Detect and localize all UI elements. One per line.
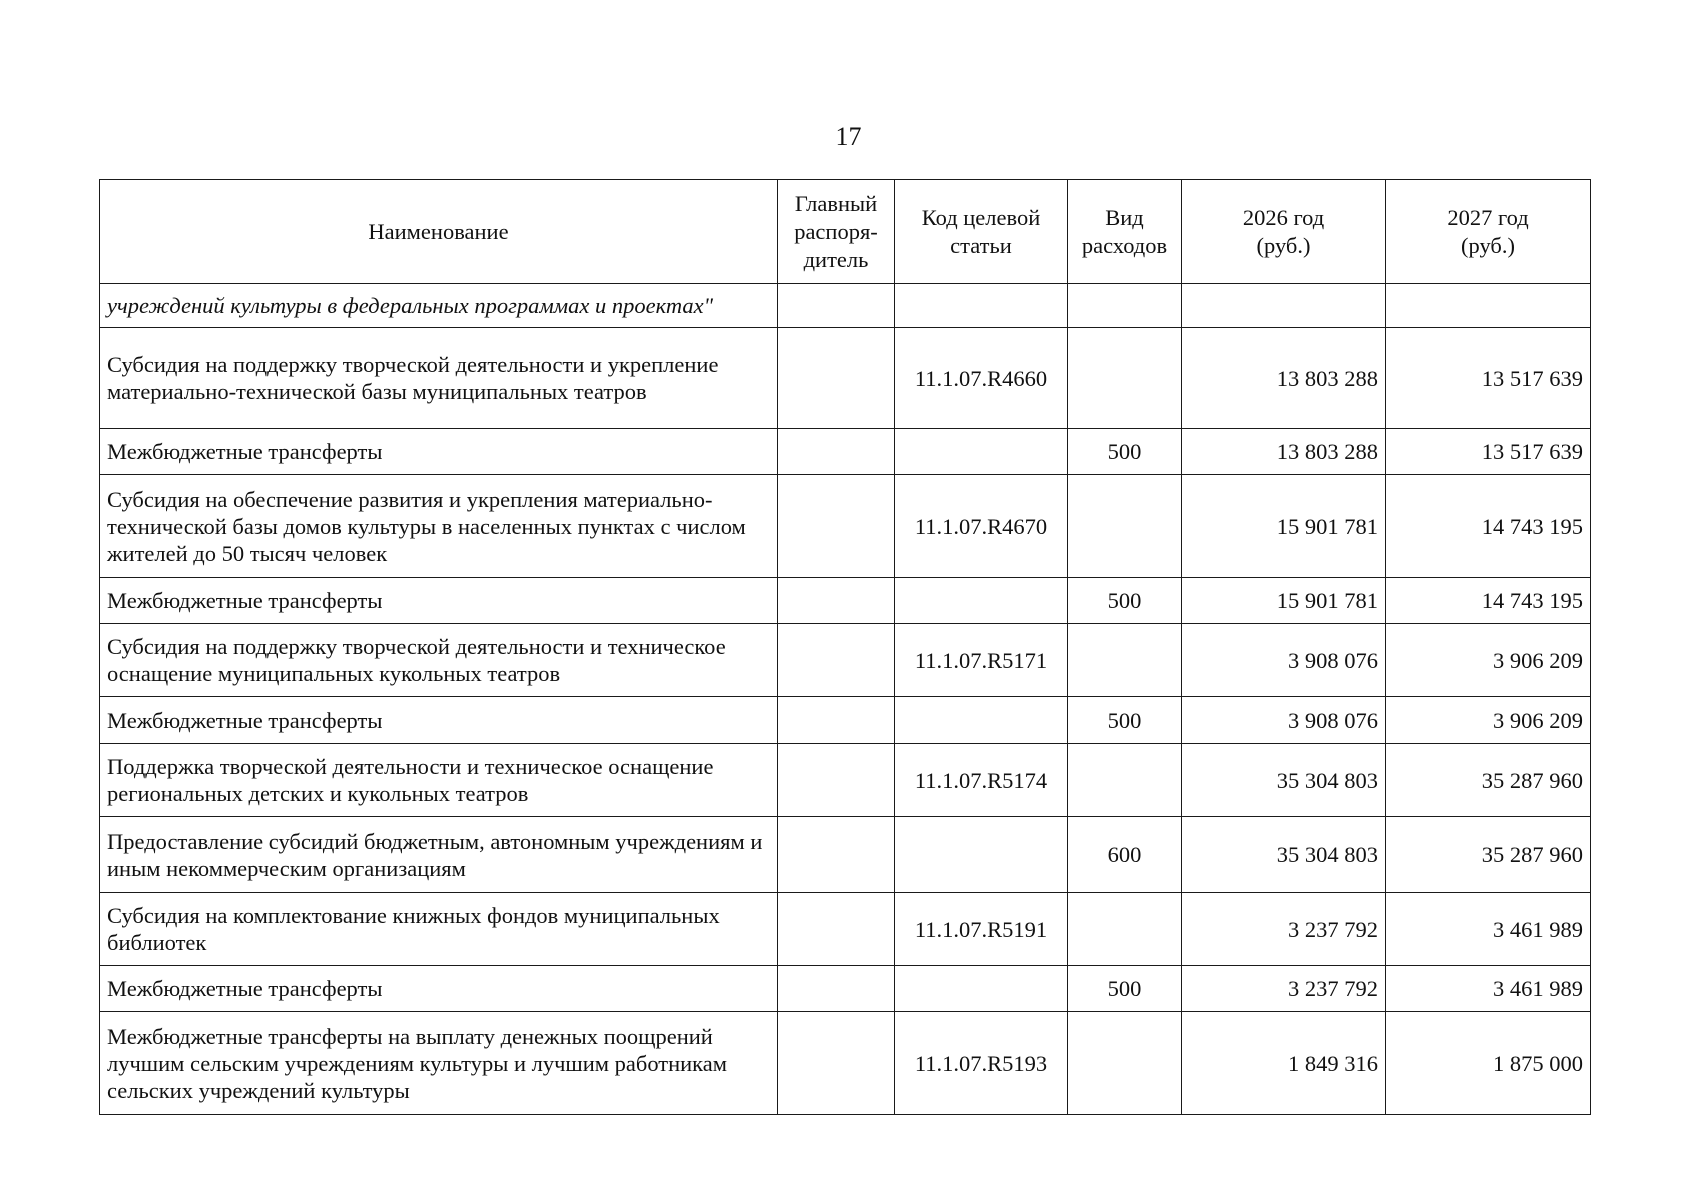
cell-target-code bbox=[895, 966, 1068, 1012]
table-row bbox=[100, 624, 1591, 697]
table-row bbox=[100, 284, 1591, 328]
cell-main-manager bbox=[778, 966, 895, 1012]
cell-name: Межбюджетные трансферты bbox=[100, 966, 778, 1012]
cell-year-2027 bbox=[1386, 284, 1591, 328]
cell-year-2026: 35 304 803 bbox=[1182, 744, 1386, 817]
table-row bbox=[100, 475, 1591, 578]
cell-year-2026: 15 901 781 bbox=[1182, 475, 1386, 578]
cell-main-manager bbox=[778, 429, 895, 475]
cell-name: Предоставление субсидий бюджетным, автономным учреждениям и иным некоммерческим организациям bbox=[100, 817, 778, 893]
cell-year-2027: 1 875 000 bbox=[1386, 1012, 1591, 1115]
cell-target-code bbox=[895, 817, 1068, 893]
cell-year-2027: 14 743 195 bbox=[1386, 578, 1591, 624]
table-row bbox=[100, 966, 1591, 1012]
table-row bbox=[100, 893, 1591, 966]
cell-name: Межбюджетные трансферты bbox=[100, 429, 778, 475]
cell-year-2027: 3 906 209 bbox=[1386, 697, 1591, 744]
cell-main-manager bbox=[778, 328, 895, 429]
table-row bbox=[100, 1012, 1591, 1115]
cell-year-2027: 3 906 209 bbox=[1386, 624, 1591, 697]
cell-year-2026 bbox=[1182, 284, 1386, 328]
cell-name: Субсидия на обеспечение развития и укрепления материально-технической базы домов культуры в населенных пунктах с числом жителей до 50 тысяч человек bbox=[100, 475, 778, 578]
cell-year-2027: 35 287 960 bbox=[1386, 744, 1591, 817]
cell-main-manager bbox=[778, 1012, 895, 1115]
header-main-manager: Главный распоря- дитель bbox=[778, 180, 895, 284]
cell-name: Субсидия на поддержку творческой деятельности и укрепление материально-технической базы муниципальных театров bbox=[100, 328, 778, 429]
cell-expense-type bbox=[1068, 1012, 1182, 1115]
cell-name: Межбюджетные трансферты bbox=[100, 578, 778, 624]
cell-target-code: 11.1.07.R5174 bbox=[895, 744, 1068, 817]
cell-target-code: 11.1.07.R5191 bbox=[895, 893, 1068, 966]
table-row bbox=[100, 744, 1591, 817]
cell-year-2027: 13 517 639 bbox=[1386, 429, 1591, 475]
cell-year-2026: 3 237 792 bbox=[1182, 966, 1386, 1012]
cell-expense-type: 500 bbox=[1068, 697, 1182, 744]
cell-name: Субсидия на поддержку творческой деятельности и техническое оснащение муниципальных кукольных театров bbox=[100, 624, 778, 697]
cell-year-2026: 13 803 288 bbox=[1182, 328, 1386, 429]
cell-year-2026: 35 304 803 bbox=[1182, 817, 1386, 893]
cell-expense-type bbox=[1068, 624, 1182, 697]
cell-expense-type bbox=[1068, 284, 1182, 328]
cell-expense-type bbox=[1068, 744, 1182, 817]
cell-expense-type: 500 bbox=[1068, 578, 1182, 624]
cell-target-code bbox=[895, 578, 1068, 624]
cell-target-code bbox=[895, 284, 1068, 328]
cell-name: Межбюджетные трансферты на выплату денежных поощрений лучшим сельским учреждениям культуры и лучшим работникам сельских учреждений культуры bbox=[100, 1012, 778, 1115]
budget-table bbox=[99, 179, 1591, 1115]
cell-main-manager bbox=[778, 284, 895, 328]
cell-year-2027: 3 461 989 bbox=[1386, 966, 1591, 1012]
cell-target-code bbox=[895, 429, 1068, 475]
cell-name: учреждений культуры в федеральных программах и проектах" bbox=[100, 284, 778, 328]
cell-main-manager bbox=[778, 817, 895, 893]
cell-main-manager bbox=[778, 744, 895, 817]
cell-main-manager bbox=[778, 624, 895, 697]
page-number: 17 bbox=[835, 122, 862, 151]
header-target-code: Код целевой статьи bbox=[895, 180, 1068, 284]
table-row bbox=[100, 328, 1591, 429]
cell-year-2026: 3 908 076 bbox=[1182, 624, 1386, 697]
cell-target-code: 11.1.07.R4670 bbox=[895, 475, 1068, 578]
cell-year-2027: 35 287 960 bbox=[1386, 817, 1591, 893]
cell-year-2027: 13 517 639 bbox=[1386, 328, 1591, 429]
table-row bbox=[100, 429, 1591, 475]
cell-target-code: 11.1.07.R5193 bbox=[895, 1012, 1068, 1115]
cell-year-2026: 13 803 288 bbox=[1182, 429, 1386, 475]
header-year-2026: 2026 год (руб.) bbox=[1182, 180, 1386, 284]
cell-main-manager bbox=[778, 578, 895, 624]
cell-year-2026: 15 901 781 bbox=[1182, 578, 1386, 624]
cell-expense-type bbox=[1068, 893, 1182, 966]
cell-expense-type bbox=[1068, 328, 1182, 429]
table-header-row bbox=[100, 180, 1591, 284]
cell-target-code: 11.1.07.R4660 bbox=[895, 328, 1068, 429]
cell-target-code: 11.1.07.R5171 bbox=[895, 624, 1068, 697]
table-row bbox=[100, 697, 1591, 744]
header-expense-type: Вид расходов bbox=[1068, 180, 1182, 284]
cell-year-2026: 1 849 316 bbox=[1182, 1012, 1386, 1115]
cell-name: Субсидия на комплектование книжных фондов муниципальных библиотек bbox=[100, 893, 778, 966]
cell-expense-type bbox=[1068, 475, 1182, 578]
cell-name: Поддержка творческой деятельности и техническое оснащение региональных детских и кукольных театров bbox=[100, 744, 778, 817]
cell-expense-type: 500 bbox=[1068, 429, 1182, 475]
table-row bbox=[100, 578, 1591, 624]
header-year-2027: 2027 год (руб.) bbox=[1386, 180, 1591, 284]
cell-target-code bbox=[895, 697, 1068, 744]
cell-main-manager bbox=[778, 697, 895, 744]
cell-year-2027: 14 743 195 bbox=[1386, 475, 1591, 578]
table-row bbox=[100, 817, 1591, 893]
cell-year-2026: 3 237 792 bbox=[1182, 893, 1386, 966]
cell-name: Межбюджетные трансферты bbox=[100, 697, 778, 744]
cell-year-2027: 3 461 989 bbox=[1386, 893, 1591, 966]
cell-main-manager bbox=[778, 475, 895, 578]
cell-main-manager bbox=[778, 893, 895, 966]
header-name: Наименование bbox=[100, 180, 778, 284]
cell-expense-type: 600 bbox=[1068, 817, 1182, 893]
cell-year-2026: 3 908 076 bbox=[1182, 697, 1386, 744]
cell-expense-type: 500 bbox=[1068, 966, 1182, 1012]
